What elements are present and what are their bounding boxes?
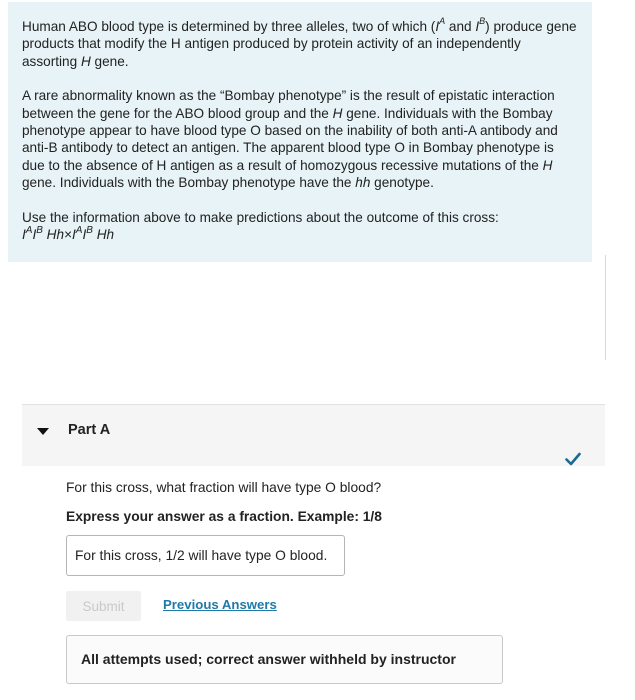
cross-genotype: Hh	[42, 227, 65, 243]
intro-paragraph-1	[22, 18, 578, 70]
intro-text: gene.	[90, 53, 129, 69]
genotype-hh: hh	[355, 175, 371, 191]
intro-text: gene. Individuals with the Bombay phenotype have the	[22, 175, 356, 191]
intro-paragraph-2	[22, 87, 578, 191]
intro-text: Human ABO blood type is determined by three alleles, two of which (	[22, 19, 436, 34]
cross-times-sign: ×	[64, 227, 73, 243]
intro-text: genotype.	[370, 175, 434, 191]
cross-allele-base: I	[32, 227, 37, 243]
gene-h: H	[332, 105, 343, 121]
submit-button[interactable]: Submit	[66, 591, 141, 621]
cross-allele-sup: B	[36, 224, 43, 236]
allele-base: I	[435, 19, 440, 34]
cross-allele-base: I	[82, 227, 87, 243]
allele-ia	[435, 16, 446, 34]
cross-genotype: Hh	[92, 227, 115, 243]
part-title: Part A	[68, 422, 111, 438]
cross-allele-sup: A	[75, 224, 83, 236]
allele-sup: A	[439, 16, 446, 27]
cross-allele-sup: B	[86, 224, 93, 236]
attempts-used-message: All attempts used; correct answer withheld by instructor	[66, 635, 503, 684]
cross-expression	[22, 226, 578, 243]
problem-intro	[8, 2, 592, 262]
intro-paragraph-3: Use the information above to make predictions about the outcome of this cross:	[22, 209, 499, 225]
answer-field[interactable]: For this cross, 1/2 will have type O blood.	[66, 535, 345, 576]
allele-ib	[475, 16, 486, 34]
question-text: For this cross, what fraction will have type O blood?	[66, 480, 382, 495]
cross-allele-base: I	[72, 227, 76, 243]
intro-text: gene. Individuals with the Bombay phenotype appear to have blood type O based on the inability of both anti-A antibody and anti-B antibody to detect an antigen. The apparent blood type O in Bombay phenotype is due to the absence of H antigen as a result of homozygous recessive mutations of the	[22, 105, 558, 173]
allele-base: I	[475, 19, 480, 34]
gene-h: H	[80, 53, 91, 69]
divider	[605, 255, 606, 360]
intro-text: ) produce gene products that modify the H antigen produced by protein activity of an independently assorting	[22, 19, 577, 69]
collapse-triangle-icon[interactable]	[37, 428, 49, 435]
allele-sup: B	[479, 16, 486, 27]
answer-instruction: Express your answer as a fraction. Example: 1/8	[66, 509, 382, 524]
part-a-header[interactable]	[22, 405, 605, 466]
intro-text: A rare abnormality known as the “Bombay phenotype” is the result of epistatic interaction between the gene for the ABO blood group and the	[22, 88, 555, 121]
cross-allele-sup: A	[25, 224, 33, 236]
gene-h: H	[542, 157, 553, 173]
checkmark-icon	[565, 452, 581, 466]
previous-answers-link[interactable]: Previous Answers	[163, 597, 277, 612]
intro-text: and	[445, 19, 476, 34]
cross-allele-base: I	[22, 227, 26, 243]
